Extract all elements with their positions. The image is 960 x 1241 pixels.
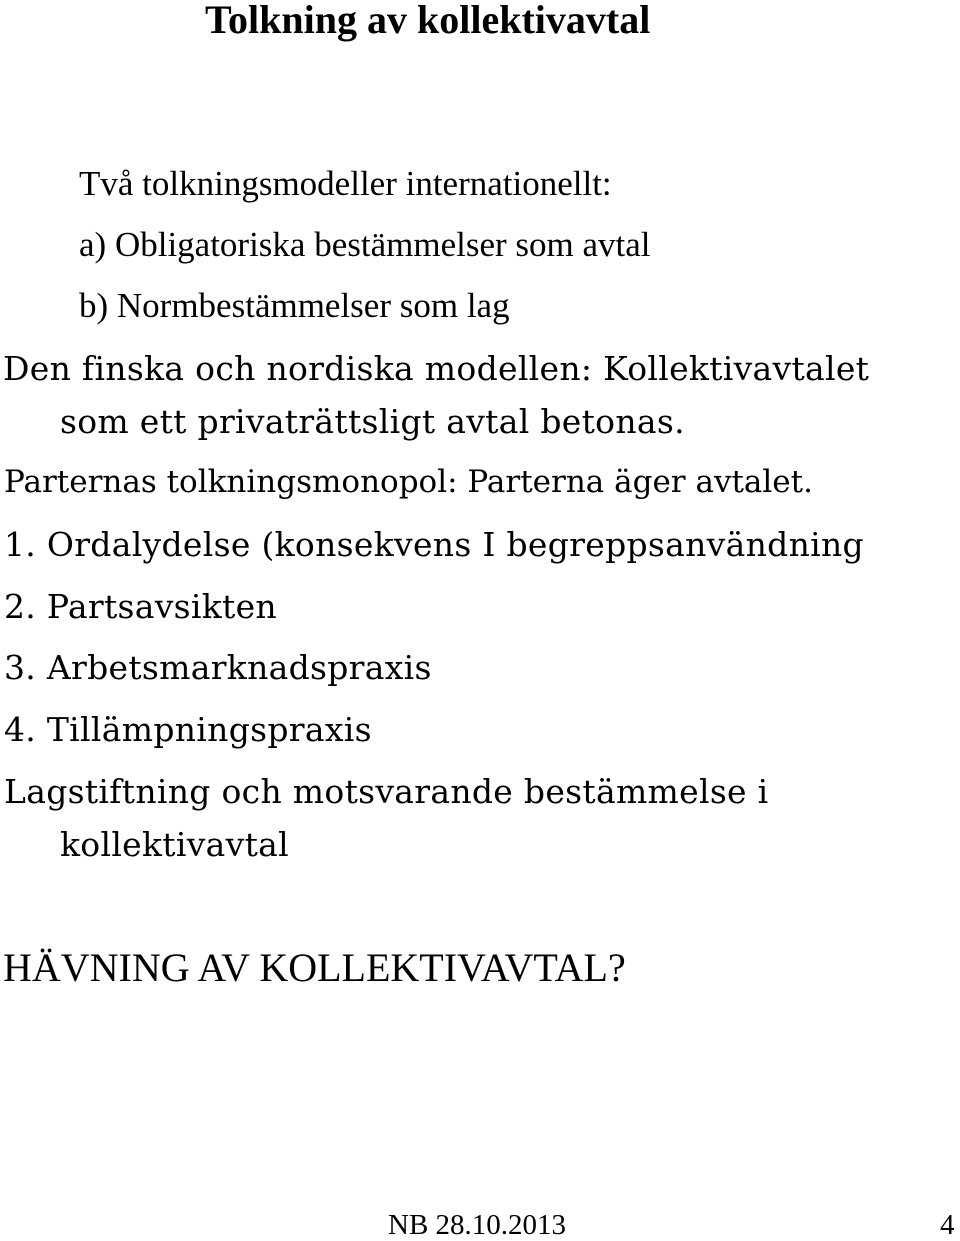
list-item-4: 4. Tillämpningspraxis (4, 710, 372, 749)
legislation-line-2: kollektivavtal (60, 825, 289, 864)
list-item-1: 1. Ordalydelse (konsekvens I begreppsanvändning (4, 525, 864, 564)
termination-heading: HÄVNING AV KOLLEKTIVAVTAL? (3, 945, 626, 990)
list-item-3: 3. Arbetsmarknadspraxis (4, 648, 432, 687)
model-a: a) Obligatoriska bestämmelser som avtal (79, 225, 651, 264)
list-item-2: 2. Partsavsikten (4, 587, 277, 626)
models-intro: Två tolkningsmodeller internationellt: (79, 164, 612, 203)
footer-page-number: 4 (940, 1209, 955, 1241)
page-title: Tolkning av kollektivavtal (205, 0, 651, 42)
interpretation-monopoly: Parternas tolkningsmonopol: Parterna äger avtalet. (4, 464, 813, 500)
footer-author-date: NB 28.10.2013 (388, 1209, 567, 1241)
nordic-model-line-1: Den finska och nordiska modellen: Kollektivavtalet (3, 349, 870, 388)
legislation-line-1: Lagstiftning och motsvarande bestämmelse i (4, 772, 769, 811)
model-b: b) Normbestämmelser som lag (79, 286, 510, 325)
nordic-model-line-2: som ett privaträttsligt avtal betonas. (60, 402, 685, 441)
